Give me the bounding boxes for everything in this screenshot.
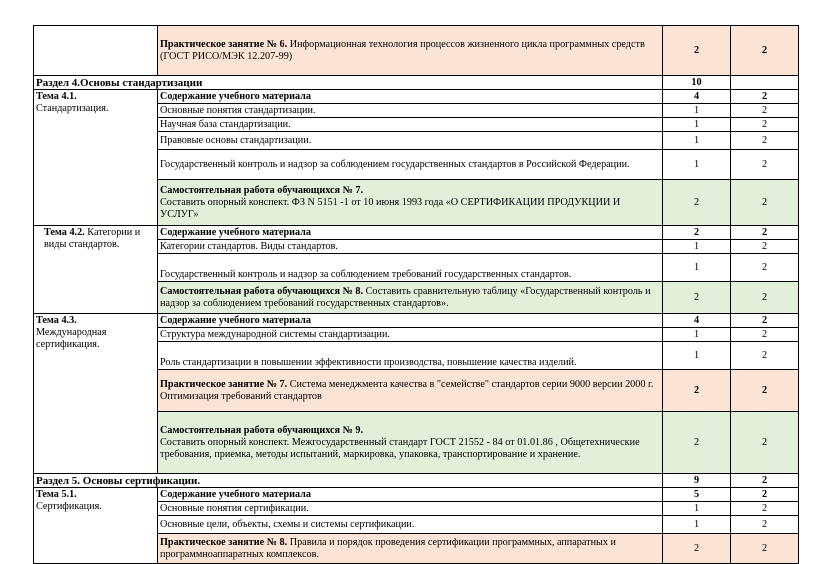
level-cell: 2 xyxy=(731,150,799,180)
cell-heading: Тема 4.3. xyxy=(36,315,77,326)
cell-text: Государственный контроль и надзор за соблюдением требований государственных стандартов. xyxy=(160,269,572,280)
cell-text: Структура международной системы стандартизации. xyxy=(160,328,390,340)
content-cell xyxy=(158,370,663,412)
hours-cell: 2 xyxy=(663,26,731,76)
level-cell: 2 xyxy=(731,412,799,474)
cell-text: Информационная технология процессов жизненного цикла программных средств (ГОСТ РИСО/МЭК 12.207-99) xyxy=(160,38,645,62)
level-cell: 2 xyxy=(731,104,799,118)
hours-cell: 10 xyxy=(663,76,731,90)
content-cell xyxy=(158,226,663,240)
hours-cell: 2 xyxy=(663,180,731,226)
cell-heading: Содержание учебного материала xyxy=(160,226,311,238)
cell-text: Система менеджмента качества в "семействе" стандартов серии 9000 версии 2000 г. Оптимизация требований стандартов xyxy=(160,378,654,402)
topic-cell xyxy=(34,314,158,474)
topic-cell xyxy=(34,488,158,564)
content-cell xyxy=(158,314,663,328)
hours-cell: 2 xyxy=(663,370,731,412)
hours-cell: 2 xyxy=(663,282,731,314)
cell-heading: Практическое занятие № 7. xyxy=(160,378,288,390)
curriculum-table xyxy=(33,25,799,564)
hours-cell: 4 xyxy=(663,90,731,104)
hours-cell: 1 xyxy=(663,254,731,282)
content-cell xyxy=(158,516,663,534)
cell-text: Основные понятия стандартизации. xyxy=(160,104,316,116)
cell-text: Составить сравнительную таблицу «Государственный контроль и надзор за соблюдением требований государственных стандартов». xyxy=(160,285,651,309)
content-cell xyxy=(158,502,663,516)
cell-text: Роль стандартизации в повышении эффективности производства, повышение качества изделий. xyxy=(160,357,577,368)
level-cell: 2 xyxy=(731,488,799,502)
cell-text: Основные понятия сертификации. xyxy=(160,502,309,514)
table-row xyxy=(34,314,799,328)
content-cell xyxy=(158,488,663,502)
hours-cell: 1 xyxy=(663,516,731,534)
cell-text: Сертификация. xyxy=(36,501,102,512)
level-cell: 2 xyxy=(731,90,799,104)
hours-cell: 9 xyxy=(663,474,731,488)
level-cell: 2 xyxy=(731,118,799,132)
cell-text: Стандартизация. xyxy=(36,103,109,114)
content-cell xyxy=(158,254,663,282)
cell-text: Основные цели, объекты, схемы и системы сертификации. xyxy=(160,518,415,530)
level-cell: 2 xyxy=(731,180,799,226)
cell-text: Категории и виды стандартов. xyxy=(44,227,141,250)
section-title: Раздел 5. Основы сертификации. xyxy=(34,474,663,488)
hours-cell: 1 xyxy=(663,328,731,342)
content-cell xyxy=(158,26,663,76)
hours-cell: 2 xyxy=(663,226,731,240)
cell-heading: Тема 4.2. xyxy=(44,227,85,238)
content-cell xyxy=(158,342,663,370)
content-cell xyxy=(158,534,663,564)
cell-heading: Содержание учебного материала xyxy=(160,314,311,326)
cell-text: Правовые основы стандартизации. xyxy=(160,134,312,146)
table-row xyxy=(34,26,799,76)
content-cell xyxy=(158,328,663,342)
cell-text: Государственный контроль и надзор за соблюдением государственных стандартов в Российской Федерации. xyxy=(160,158,630,170)
cell-heading: Практическое занятие № 6. xyxy=(160,38,288,50)
section-title: Раздел 4.Основы стандартизации xyxy=(34,76,663,90)
level-cell: 2 xyxy=(731,516,799,534)
cell-text: Правила и порядок проведения сертификации программных, аппаратных и программноаппаратных комплексов. xyxy=(160,536,616,560)
topic-cell xyxy=(34,26,158,76)
hours-cell: 1 xyxy=(663,342,731,370)
cell-text: Категории стандартов. Виды стандартов. xyxy=(160,240,338,252)
hours-cell: 1 xyxy=(663,502,731,516)
hours-cell: 1 xyxy=(663,150,731,180)
content-cell xyxy=(158,118,663,132)
level-cell: 2 xyxy=(731,240,799,254)
topic-cell xyxy=(34,226,158,314)
hours-cell: 2 xyxy=(663,412,731,474)
hours-cell: 4 xyxy=(663,314,731,328)
content-cell xyxy=(158,150,663,180)
cell-text: Международная сертификация. xyxy=(36,327,107,350)
hours-cell: 2 xyxy=(663,534,731,564)
content-cell xyxy=(158,104,663,118)
cell-heading: Практическое занятие № 8. xyxy=(160,536,288,548)
section-row xyxy=(34,76,799,90)
level-cell: 2 xyxy=(731,226,799,240)
table-row xyxy=(34,90,799,104)
section-row xyxy=(34,474,799,488)
level-cell: 2 xyxy=(731,328,799,342)
content-cell xyxy=(158,240,663,254)
cell-text: Составить опорный конспект. Межгосударственный стандарт ГОСТ 21552 - 84 от 01.01.86 , Общетехнические требования, приемка, методы испытаний, маркировка, упаковка, транспортирование и хранение. xyxy=(160,436,640,460)
hours-cell: 1 xyxy=(663,132,731,150)
content-cell xyxy=(158,90,663,104)
level-cell: 2 xyxy=(731,282,799,314)
level-cell: 2 xyxy=(731,474,799,488)
level-cell: 2 xyxy=(731,132,799,150)
content-cell xyxy=(158,282,663,314)
level-cell: 2 xyxy=(731,370,799,412)
level-cell: 2 xyxy=(731,534,799,564)
cell-heading: Содержание учебного материала xyxy=(160,488,311,500)
level-cell: 2 xyxy=(731,314,799,328)
content-cell xyxy=(158,180,663,226)
level-cell xyxy=(731,76,799,90)
cell-heading: Содержание учебного материала xyxy=(160,90,311,102)
content-cell xyxy=(158,412,663,474)
cell-heading: Тема 4.1. xyxy=(36,91,77,102)
hours-cell: 1 xyxy=(663,104,731,118)
level-cell: 2 xyxy=(731,254,799,282)
hours-cell: 5 xyxy=(663,488,731,502)
table-row xyxy=(34,488,799,502)
cell-heading: Самостоятельная работа обучающихся № 7. xyxy=(160,184,364,196)
cell-heading: Самостоятельная работа обучающихся № 9. xyxy=(160,424,364,436)
cell-text: Составить опорный конспект. ФЗ N 5151 -1 от 10 июня 1993 года «О СЕРТИФИКАЦИИ ПРОДУКЦИИ И УСЛУГ» xyxy=(160,196,621,220)
hours-cell: 1 xyxy=(663,118,731,132)
hours-cell: 1 xyxy=(663,240,731,254)
level-cell: 2 xyxy=(731,26,799,76)
cell-text: Научная база стандартизации. xyxy=(160,118,291,130)
topic-cell xyxy=(34,90,158,226)
cell-heading: Тема 5.1. xyxy=(36,489,77,500)
table-row xyxy=(34,226,799,240)
content-cell xyxy=(158,132,663,150)
level-cell: 2 xyxy=(731,342,799,370)
cell-heading: Самостоятельная работа обучающихся № 8. xyxy=(160,285,364,297)
level-cell: 2 xyxy=(731,502,799,516)
